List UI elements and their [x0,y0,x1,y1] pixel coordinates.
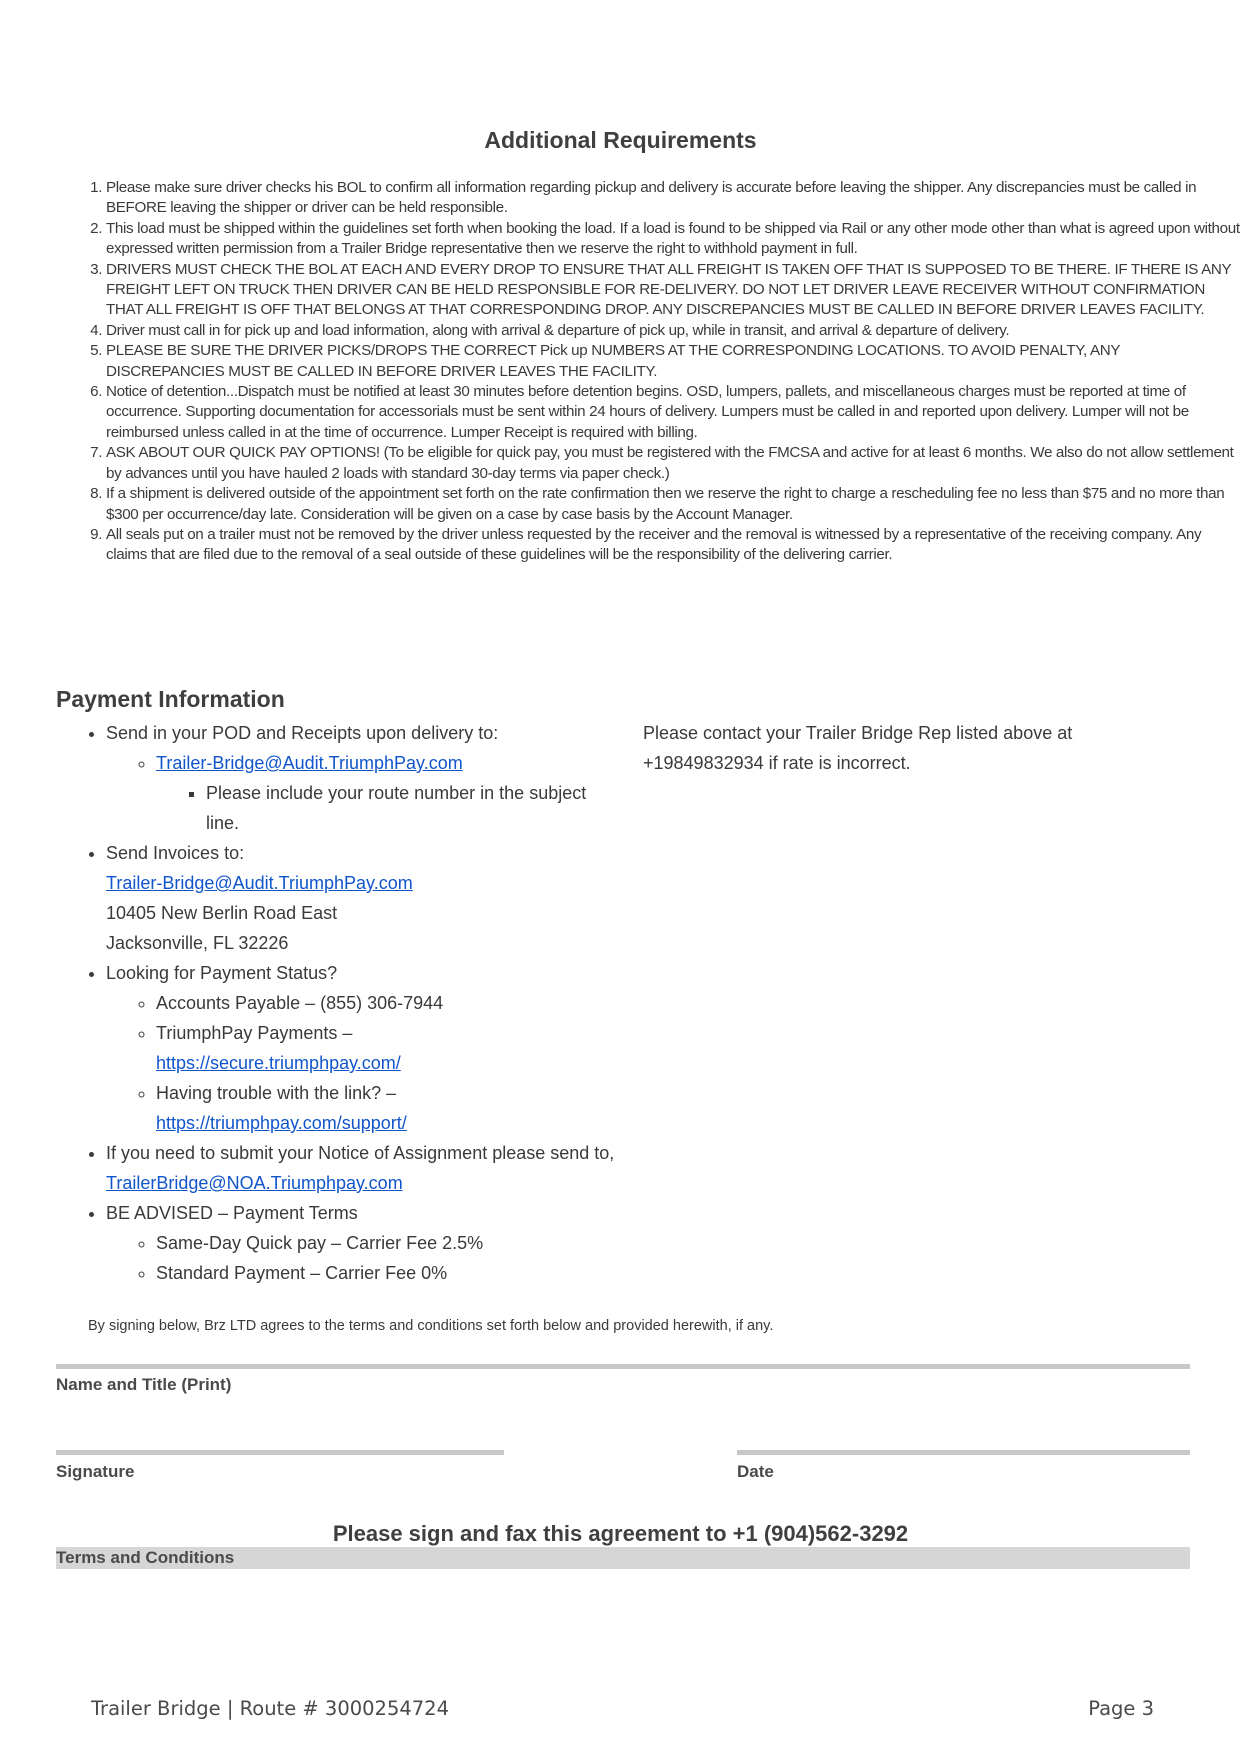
advised-text: BE ADVISED – Payment Terms [106,1203,358,1223]
page-title: Additional Requirements [484,127,757,153]
requirement-item: 1. Please make sure driver checks his BOL to confirm all information regarding pickup and delivery is accurate before leaving the shipper. Any discrepancies must be called in BEFORE leaving the shipper or driver can be held responsible. [106,178,1241,219]
triumphpay-label: ◦ TriumphPay Payments – [156,1023,353,1043]
requirement-item: 5. PLEASE BE SURE THE DRIVER PICKS/DROPS THE CORRECT Pick up NUMBERS AT THE CORRESPONDING LOCATIONS. TO AVOID PENALTY, ANY DISCREPANCIES MUST BE CALLED IN BEFORE DRIVER LEAVES THE FACILITY. [106,341,1241,382]
fax-instruction: Please sign and fax this agreement to +1 (904)562-3292 [332,1521,909,1546]
pod-email-link[interactable]: Trailer-Bridge@Audit.TriumphPay.com [156,753,463,773]
pod-item [106,718,616,838]
pod-email-item [156,748,616,838]
trouble-label: ◦ Having trouble with the link? – [156,1083,397,1103]
requirement-item: 6. Notice of detention...Dispatch must be notified at least 30 minutes before detention begins. OSD, lumpers, pallets, and miscellaneous charges must be reported at time of occurrence. Supporting documentation for accessorials must be sent within 24 hours of delivery. Lumpers must be called in and reported upon delivery. Lumper will not be reimbursed unless called in at the time of occurrence. Lumper Receipt is required with billing. [106,382,1241,443]
invoices-email-link[interactable]: Trailer-Bridge@Audit.TriumphPay.com [106,873,413,893]
rep-contact [643,718,1113,778]
noa-email-link[interactable]: TrailerBridge@NOA.Triumphpay.com [106,1173,403,1193]
signing-note: By signing below, Brz LTD agrees to the terms and conditions set forth below and provided herewith, if any. [88,1318,774,1334]
pod-text: Send in your POD and Receipts upon delivery to: [106,723,499,743]
quickpay-term: ◦ Same-Day Quick pay – Carrier Fee 2.5% [156,1228,616,1258]
name-title-line[interactable] [56,1364,1190,1369]
date-line[interactable] [737,1450,1190,1455]
triumphpay-item [156,1018,616,1078]
requirement-item: 3. DRIVERS MUST CHECK THE BOL AT EACH AND EVERY DROP TO ENSURE THAT ALL FREIGHT IS TAKEN OFF THAT IS SUPPOSED TO BE THERE. IF THERE IS ANY FREIGHT LEFT ON TRUCK THEN DRIVER CAN BE HELD RESPONSIBLE FOR RE-DELIVERY. DO NOT LET DRIVER LEAVE RECEIVER WITHOUT CONFIRMATION THAT ALL FREIGHT IS OFF THAT BELONGS AT THAT CORRESPONDING DROP. ANY DISCREPANCIES MUST BE CALLED IN BEFORE DRIVER LEAVES FACILITY. [106,260,1241,321]
signature-label: Signature [56,1462,135,1481]
status-text: Looking for Payment Status? [106,963,338,983]
contact-line2: +19849832934 if rate is incorrect. [643,753,911,773]
noa-item [106,1138,616,1198]
payment-details [56,718,616,1288]
support-link[interactable]: https://triumphpay.com/support/ [156,1113,407,1133]
address-line2: Jacksonville, FL 32226 [106,933,289,953]
footer-route: Trailer Bridge | Route # 3000254724 [91,1697,449,1720]
advised-item [106,1198,616,1288]
contact-line1: Please contact your Trailer Bridge Rep listed above at [643,723,1073,743]
invoices-text: • Send Invoices to: [106,843,245,863]
name-title-label: Name and Title (Print) [56,1375,232,1394]
invoices-item [106,838,616,958]
requirement-item: 7. ASK ABOUT OUR QUICK PAY OPTIONS! (To be eligible for quick pay, you must be registered with the FMCSA and active for at least 6 months. We also do not allow settlement by advances until you have hauled 2 loads with standard 30-day terms via paper check.) [106,443,1241,484]
triumphpay-link[interactable]: https://secure.triumphpay.com/ [156,1053,401,1073]
status-item [106,958,616,1138]
terms-heading-bar [56,1547,1190,1569]
standard-term: ◦ Standard Payment – Carrier Fee 0% [156,1258,616,1288]
requirement-item: 8. If a shipment is delivered outside of the appointment set forth on the rate confirmation then we reserve the right to charge a rescheduling fee no less than $75 and no more than $300 per occurrence/day late. Consideration will be given on a case by case basis by the Account Manager. [106,484,1241,525]
signature-line[interactable] [56,1450,504,1455]
requirement-item: 9. All seals put on a trailer must not be removed by the driver unless requested by the receiver and the removal is witnessed by a representative of the receiving company. Any claims that are filed due to the removal of a seal outside of these guidelines will be the responsibility of the delivering carrier. [106,525,1241,566]
noa-text: If you need to submit your Notice of Assignment please send to, [106,1143,615,1163]
terms-heading: Terms and Conditions [56,1548,235,1567]
trouble-item [156,1078,616,1138]
date-label: Date [737,1462,774,1481]
footer-page-number: Page 3 [1088,1697,1154,1720]
address-line1: 10405 New Berlin Road East [106,903,338,923]
requirement-item: 2. This load must be shipped within the guidelines set forth when booking the load. If a load is found to be shipped via Rail or any other mode other than what is agreed upon without expressed written permission from a Trailer Bridge representative then we reserve the right to withhold payment in full. [106,219,1241,260]
payment-heading: Payment Information [56,686,285,712]
requirements-list [56,178,1241,566]
accounts-payable: ◦ Accounts Payable – (855) 306-7944 [156,988,616,1018]
pod-note: ▪ Please include your route number in the subject line. [206,778,616,838]
requirement-item: 4. Driver must call in for pick up and load information, along with arrival & departure of pick up, while in transit, and arrival & departure of delivery. [106,321,1241,341]
